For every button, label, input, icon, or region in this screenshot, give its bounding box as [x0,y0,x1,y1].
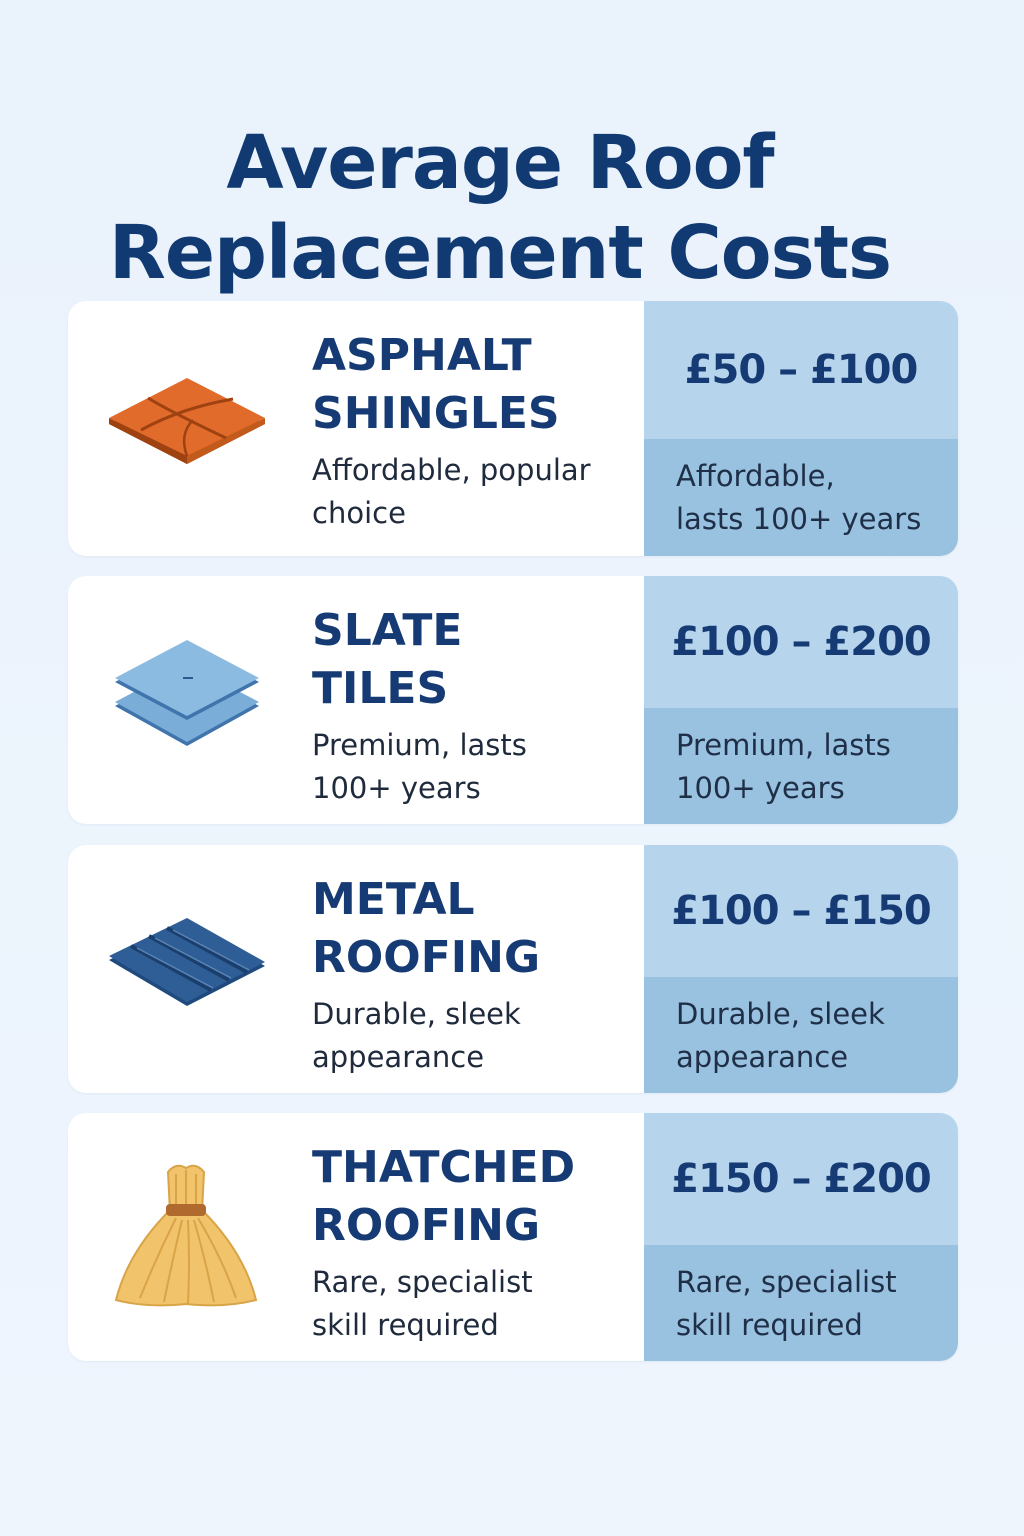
card-text [312,602,642,810]
price-note: Rare, specialist skill required [644,1245,958,1361]
material-description: Rare, specialist skill required [312,1265,533,1342]
price-column [644,576,958,824]
metal-roof-icon [96,845,276,1093]
card-text [312,327,642,535]
price-note: Affordable, lasts 100+ years [644,439,958,556]
material-name: THATCHED ROOFING [312,1142,576,1251]
price-column [644,1113,958,1361]
price-column [644,301,958,556]
price-range: £100 – £150 [644,845,958,977]
card-thatched-roofing [68,1113,958,1361]
price-note: Premium, lasts 100+ years [644,708,958,824]
material-name: ASPHALT SHINGLES [312,330,560,439]
asphalt-shingle-icon [96,301,276,556]
material-description: Premium, lasts 100+ years [312,728,527,805]
card-asphalt-shingles [68,301,958,556]
material-description: Durable, sleek appearance [312,997,521,1074]
card-metal-roofing [68,845,958,1093]
slate-tile-icon [96,576,276,824]
card-text [312,871,642,1079]
card-text [312,1139,642,1347]
price-range: £100 – £200 [644,576,958,708]
material-name: METAL ROOFING [312,874,541,983]
thatch-bundle-icon [96,1113,276,1361]
title-line-1: Average Roof [226,119,774,206]
price-column [644,845,958,1093]
material-description: Affordable, popular choice [312,453,591,530]
page-title [0,118,1000,298]
price-range: £150 – £200 [644,1113,958,1245]
price-note: Durable, sleek appearance [644,977,958,1093]
card-slate-tiles [68,576,958,824]
title-line-2: Replacement Costs [108,209,892,296]
material-name: SLATE TILES [312,605,463,714]
price-range: £50 – £100 [644,301,958,439]
